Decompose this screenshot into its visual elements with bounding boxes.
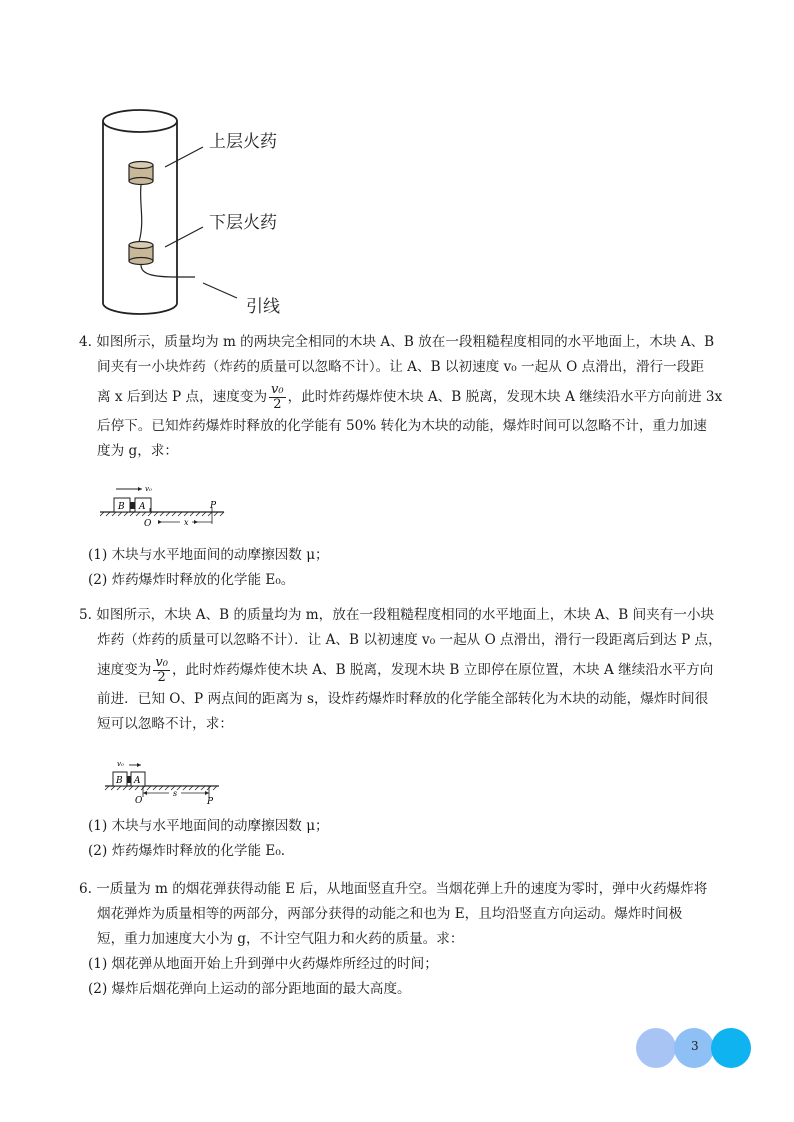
q4-x-arrowhead-left — [194, 520, 198, 524]
q4-velocity-arrowhead — [138, 487, 142, 491]
cylinder-bottom — [103, 303, 177, 314]
q5-s-arrowhead-right — [205, 791, 209, 795]
q5-fig-p: P — [207, 797, 214, 807]
q4-fig-v: v₀ — [145, 485, 152, 493]
outgoing-fuse — [141, 265, 195, 277]
q4-blocks-figure — [100, 480, 230, 528]
q5-line-2: 炸药（炸药的质量可以忽略不计）．让 A、B 以初速度 v₀ 一起从 O 点滑出，滑行一段距离后到达 P 点， — [97, 632, 722, 648]
q5-sub-1: (1) 木块与水平地面间的动摩擦因数 μ； — [88, 818, 329, 834]
cylinder-top — [103, 110, 177, 132]
page-circle-left — [636, 1028, 676, 1068]
q4-fig-p: P — [210, 501, 217, 511]
q4-fig-a: A — [139, 502, 146, 512]
fuse-label: 引线 — [246, 297, 280, 317]
q5-fig-o: O — [135, 796, 143, 806]
connecting-fuse — [139, 185, 142, 242]
q5-line-3 — [79, 653, 739, 687]
q6-sub-1: (1) 烟花弹从地面开始上升到弹中火药爆炸所经过的时间； — [88, 956, 438, 972]
question-6 — [79, 877, 739, 952]
q5-fig-b: B — [116, 776, 123, 786]
q4-fraction — [269, 383, 286, 412]
q4-x-arrowhead-right — [158, 520, 162, 524]
q4-fig-b: B — [118, 502, 125, 512]
lower-powder-top — [129, 242, 153, 249]
q4-line-2: 间夹有一小块炸药（炸药的质量可以忽略不计）。让 A、B 以初速度 v₀ 一起从 O 点滑出，滑行一段距 — [97, 359, 704, 375]
q6-sub-2: (2) 爆炸后烟花弹向上运动的部分距地面的最大高度。 — [88, 981, 411, 997]
page-number: 3 — [691, 1039, 699, 1053]
question-5 — [79, 603, 739, 737]
q5-fig-a: A — [134, 776, 141, 786]
upper-powder-label: 上层火药 — [209, 132, 277, 152]
q4-sub-2: (2) 炸药爆炸时释放的化学能 E₀。 — [88, 572, 295, 588]
q6-line-2: 烟花弹炸为质量相等的两部分，两部分获得的动能之和也为 E，且均沿竖直方向运动。爆炸时间极 — [97, 906, 683, 922]
lower-powder-label: 下层火药 — [209, 213, 277, 233]
q4-line-3-b: ，此时炸药爆炸使木块 A、B 脱离，发现木块 A 继续沿水平方向前进 3x — [287, 389, 723, 405]
q6-line-1: 6. 一质量为 m 的烟花弹获得动能 E 后，从地面竖直升空。当烟花弹上升的速度为零时，弹中火药爆炸将 — [79, 881, 708, 897]
q5-line-3-b: ，此时炸药爆炸使木块 A、B 脱离，发现木块 B 立即停在原位置，木块 A 继续沿水平方向 — [171, 662, 714, 678]
q6-line-3: 短，重力加速度大小为 g，不计空气阻力和火药的质量。求： — [97, 931, 464, 947]
q5-line-3-a: 速度变为 — [97, 662, 152, 678]
q4-frac-den: 2 — [273, 397, 282, 412]
q4-line-5: 度为 g，求： — [97, 443, 178, 459]
q5-frac-den: 2 — [157, 670, 166, 685]
upper-leader-line — [165, 147, 203, 167]
upper-powder-top — [129, 162, 153, 169]
q4-line-4: 后停下。已知炸药爆炸时释放的化学能有 50% 转化为木块的动能，爆炸时间可以忽略不计，重力加速 — [97, 418, 707, 434]
q4-explosive — [130, 502, 135, 509]
q5-frac-num: v₀ — [155, 655, 168, 670]
q4-fig-x: x — [184, 518, 189, 527]
q5-s-arrowhead-left — [143, 791, 147, 795]
q5-sub-2: (2) 炸药爆炸时释放的化学能 E₀. — [88, 843, 286, 859]
q4-line-1: 4. 如图所示，质量均为 m 的两块完全相同的木块 A、B 放在一段粗糙程度相同的水平地面上，木块 A、B — [79, 334, 715, 350]
q5-line-1: 5. 如图所示，木块 A、B 的质量均为 m，放在一段粗糙程度相同的水平地面上，木块 A、B 间夹有一小块 — [79, 607, 715, 623]
q5-blocks-figure — [103, 757, 225, 807]
lower-powder-bottom — [129, 258, 153, 265]
q4-line-3-a: 离 x 后到达 P 点，速度变为 — [97, 389, 268, 405]
q4-sub-1: (1) 木块与水平地面间的动摩擦因数 μ； — [88, 547, 329, 563]
q4-frac-num: v₀ — [271, 382, 284, 397]
upper-powder-bottom — [129, 178, 153, 185]
q5-fig-s: s — [173, 789, 178, 798]
q5-fraction — [153, 656, 170, 685]
q4-fig-o: O — [144, 519, 152, 528]
page-circle-right — [711, 1028, 751, 1068]
question-4 — [79, 330, 739, 464]
q5-velocity-arrowhead — [137, 763, 141, 767]
q5-line-4: 前进．已知 O、P 两点间的距离为 s，设炸药爆炸时释放的化学能全部转化为木块的动能，爆炸时间很 — [97, 691, 709, 707]
lower-leader-line — [165, 227, 203, 247]
fuse-leader-line — [203, 283, 237, 298]
q5-fig-v: v₀ — [117, 760, 124, 768]
q5-explosive — [127, 776, 131, 783]
q5-line-5: 短可以忽略不计，求： — [97, 716, 233, 732]
q4-line-3 — [79, 380, 739, 414]
